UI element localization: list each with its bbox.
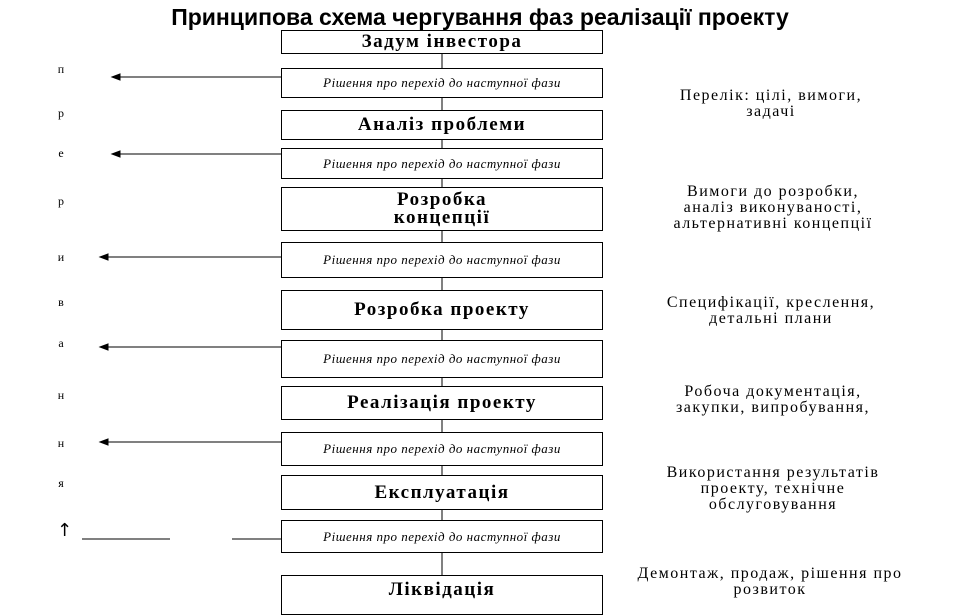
arrow-left-icon (100, 344, 108, 350)
page-title: Принципова схема чергування фаз реалізації проекту (171, 4, 789, 30)
phase-box-concept-development: Розробка концепції (281, 187, 603, 231)
side-letter-7: а (58, 336, 64, 350)
note-operation-results: Використання результатів проекту, технічне обслуговування (666, 464, 880, 513)
side-letter-3: е (58, 146, 64, 160)
decision-box-5: Рішення про перехід до наступної фази (281, 432, 603, 466)
arrow-left-icon (100, 439, 108, 445)
note-concept-requirements: Вимоги до розробки, аналіз виконуваності, альтернативні концепції (673, 183, 873, 232)
phase-box-project-development: Розробка проекту (281, 290, 603, 330)
phase-box-project-implementation: Реалізація проекту (281, 386, 603, 420)
side-letter-2: р (58, 106, 64, 120)
side-letter-9: н (57, 436, 65, 450)
decision-box-3: Рішення про перехід до наступної фази (281, 242, 603, 278)
side-letter-6: в (58, 295, 64, 309)
note-dismantling: Демонтаж, продаж, рішення про розвиток (637, 565, 903, 598)
side-letter-4: р (58, 194, 64, 208)
side-letter-8: н (57, 388, 65, 402)
decision-box-4: Рішення про перехід до наступної фази (281, 340, 603, 378)
side-letter-5: и (57, 250, 65, 264)
side-letter-10: я (58, 476, 64, 490)
phase-box-problem-analysis: Аналіз проблеми (281, 110, 603, 140)
note-goals: Перелік: цілі, вимоги, задачі (679, 87, 863, 120)
arrow-left-icon (100, 254, 108, 260)
phase-box-operation: Експлуатація (281, 475, 603, 510)
decision-box-1: Рішення про перехід до наступної фази (281, 68, 603, 98)
side-letter-1: п (57, 62, 65, 76)
note-working-docs: Робоча документація, закупки, випробування, (675, 383, 870, 416)
arrow-left-icon (112, 74, 120, 80)
phase-box-liquidation: Ліквідація (281, 575, 603, 615)
phase-box-investor-idea: Задум інвестора (281, 30, 603, 54)
up-arrow-icon: ↑ (57, 520, 73, 541)
arrow-left-icon (112, 151, 120, 157)
decision-box-6: Рішення про перехід до наступної фази (281, 520, 603, 553)
note-specifications: Специфікації, креслення, детальні плани (666, 294, 876, 327)
decision-box-2: Рішення про перехід до наступної фази (281, 148, 603, 179)
